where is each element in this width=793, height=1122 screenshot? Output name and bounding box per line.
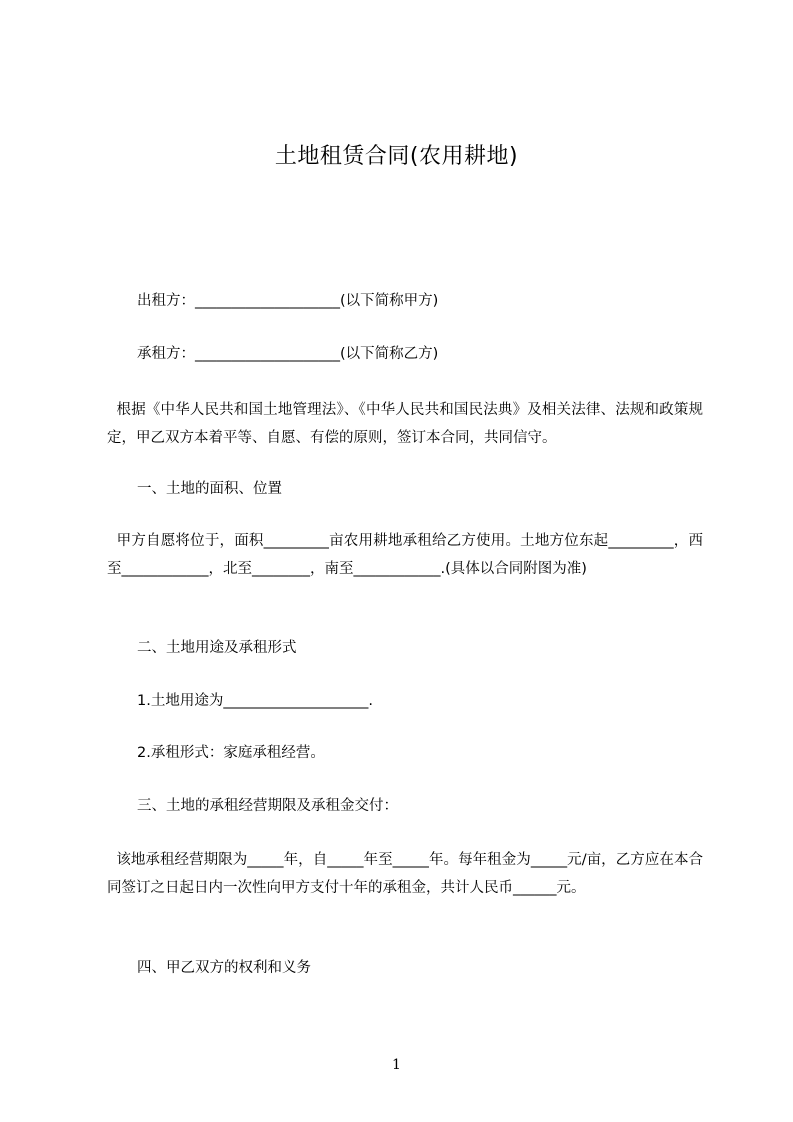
section3-heading: 三、土地的承租经营期限及承租金交付： xyxy=(137,798,398,814)
section2-item-2: 2.承租形式：家庭承租经营。 xyxy=(137,745,325,761)
document-title: 土地租赁合同(农用耕地) xyxy=(274,144,519,169)
lessor-line: 出租方：____________________(以下简称甲方) xyxy=(137,293,439,309)
page-number: 1 xyxy=(392,1057,401,1073)
intro-paragraph: 根据《中华人民共和国土地管理法》、《中华人民共和国民法典》及相关法律、法规和政策规定，甲乙双方本着平等、自愿、有偿的原则，签订本合同，共同信守。 xyxy=(107,402,704,446)
section3-paragraph: 该地承租经营期限为_____年，自_____年至_____年。每年租金为_____元/亩，乙方应在本合同签订之日起日内一次性向甲方支付十年的承租金，共计人民币______元。 xyxy=(107,852,703,896)
lessee-line: 承租方：____________________(以下简称乙方) xyxy=(137,346,439,362)
section2-heading: 二、土地用途及承租形式 xyxy=(137,640,297,656)
section4-heading: 四、甲乙双方的权利和义务 xyxy=(137,960,311,976)
section2-item-1: 1.土地用途为____________________. xyxy=(137,693,373,709)
section1-heading: 一、土地的面积、位置 xyxy=(137,481,282,497)
section1-paragraph: 甲方自愿将位于，面积_________亩农用耕地承租给乙方使用。土地方位东起_________，西至____________，北至________，南至____________.(具体以合同附图为准) xyxy=(107,533,704,577)
